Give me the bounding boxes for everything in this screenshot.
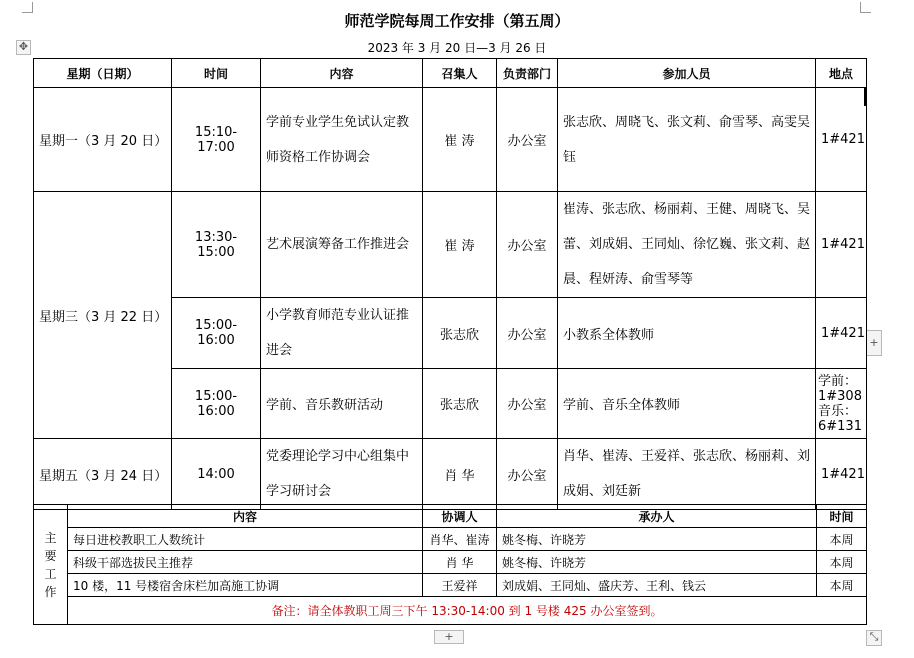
day-cell[interactable]: 星期一（3 月 20 日） <box>34 88 172 192</box>
day-cell[interactable]: 星期五（3 月 24 日） <box>34 439 172 510</box>
header-content: 内容 <box>261 59 423 88</box>
work-header-time: 时间 <box>817 505 867 528</box>
dept-cell[interactable]: 办公室 <box>497 439 558 510</box>
location-cell[interactable]: 1#421 <box>816 192 867 298</box>
convener-cell[interactable]: 崔 涛 <box>423 88 497 192</box>
note-row <box>34 597 867 625</box>
table-row <box>34 551 867 574</box>
add-column-button[interactable]: + <box>866 330 882 356</box>
header-participants: 参加人员 <box>558 59 816 88</box>
work-content-cell[interactable]: 科级干部选拔民主推荐 <box>68 551 423 574</box>
day-cell[interactable]: 星期三（3 月 22 日） <box>34 192 172 439</box>
work-header-content: 内容 <box>68 505 423 528</box>
convener-cell[interactable]: 张志欣 <box>423 298 497 369</box>
work-content-cell[interactable]: 10 楼，11 号楼宿舍床栏加高施工协调 <box>68 574 423 597</box>
table-row <box>34 88 867 192</box>
work-undertaker-cell[interactable]: 刘成娟、王同灿、盛庆芳、王利、钱云 <box>497 574 817 597</box>
header-convener: 召集人 <box>423 59 497 88</box>
main-work-table <box>33 504 867 625</box>
table-resize-handle-icon[interactable]: ⤡ <box>866 630 882 646</box>
participants-cell[interactable]: 肖华、崔涛、王爱祥、张志欣、杨丽莉、刘成娟、刘廷新 <box>558 439 816 510</box>
content-cell[interactable]: 艺术展演筹备工作推进会 <box>261 192 423 298</box>
table-row <box>34 574 867 597</box>
convener-cell[interactable]: 崔 涛 <box>423 192 497 298</box>
time-cell[interactable]: 13:30-15:00 <box>172 192 261 298</box>
location-cell[interactable]: 1#421 <box>816 88 867 192</box>
location-cell[interactable]: 1#421 <box>816 439 867 510</box>
table-row <box>34 192 867 298</box>
work-coordinator-cell[interactable]: 肖 华 <box>423 551 497 574</box>
header-dept: 负责部门 <box>497 59 558 88</box>
corner-mark-top-right <box>860 2 871 13</box>
work-time-cell[interactable]: 本周 <box>817 574 867 597</box>
schedule-table <box>33 58 867 510</box>
time-cell[interactable]: 14:00 <box>172 439 261 510</box>
dept-cell[interactable]: 办公室 <box>497 298 558 369</box>
content-cell[interactable]: 学前专业学生免试认定教师资格工作协调会 <box>261 88 423 192</box>
schedule-header-row <box>34 59 867 88</box>
time-cell[interactable]: 15:00-16:00 <box>172 369 261 439</box>
work-header-undertaker: 承办人 <box>497 505 817 528</box>
location-line: 学前： <box>818 373 858 389</box>
participants-cell[interactable]: 学前、音乐全体教师 <box>558 369 816 439</box>
corner-mark-top-left <box>22 2 33 13</box>
header-date: 星期（日期） <box>34 59 172 88</box>
work-coordinator-cell[interactable]: 王爱祥 <box>423 574 497 597</box>
work-header-coordinator: 协调人 <box>423 505 497 528</box>
work-content-cell[interactable]: 每日进校教职工人数统计 <box>68 528 423 551</box>
convener-cell[interactable]: 肖 华 <box>423 439 497 510</box>
content-cell[interactable]: 学前、音乐教研活动 <box>261 369 423 439</box>
time-cell[interactable]: 15:00-16:00 <box>172 298 261 369</box>
work-time-cell[interactable]: 本周 <box>817 528 867 551</box>
header-location: 地点 <box>816 59 867 88</box>
note-text[interactable]: 备注：请全体教职工周三下午 13:30-14:00 到 1 号楼 425 办公室签到。 <box>68 597 867 625</box>
page-title: 师范学院每周工作安排（第五周） <box>344 12 570 30</box>
header-time: 时间 <box>172 59 261 88</box>
location-line: 1#308 <box>818 388 862 404</box>
table-row <box>34 439 867 510</box>
work-time-cell[interactable]: 本周 <box>817 551 867 574</box>
participants-cell[interactable]: 张志欣、周晓飞、张文莉、俞雪琴、高雯吴钰 <box>558 88 816 192</box>
dept-cell[interactable]: 办公室 <box>497 192 558 298</box>
table-move-handle-icon[interactable]: ✥ <box>16 40 31 55</box>
main-work-header-row <box>34 505 867 528</box>
convener-cell[interactable]: 张志欣 <box>423 369 497 439</box>
location-line: 音乐： <box>818 403 858 419</box>
dept-cell[interactable]: 办公室 <box>497 88 558 192</box>
time-cell[interactable]: 15:10-17:00 <box>172 88 261 192</box>
main-work-label: 主 要 工 作 <box>34 505 68 625</box>
add-row-button[interactable]: + <box>434 630 464 644</box>
date-range: 2023 年 3 月 20 日—3 月 26 日 <box>367 41 547 55</box>
participants-cell[interactable]: 崔涛、张志欣、杨丽莉、王健、周晓飞、吴蕾、刘成娟、王同灿、徐忆巍、张文莉、赵晨、程妍涛、俞雪琴等 <box>558 192 816 298</box>
participants-cell[interactable]: 小教系全体教师 <box>558 298 816 369</box>
location-cell[interactable] <box>816 369 867 439</box>
work-undertaker-cell[interactable]: 姚冬梅、许晓芳 <box>497 528 817 551</box>
location-cell[interactable]: 1#421 <box>816 298 867 369</box>
work-coordinator-cell[interactable]: 肖华、崔涛 <box>423 528 497 551</box>
location-line: 6#131 <box>818 418 862 434</box>
content-cell[interactable]: 党委理论学习中心组集中学习研讨会 <box>261 439 423 510</box>
dept-cell[interactable]: 办公室 <box>497 369 558 439</box>
content-cell[interactable]: 小学教育师范专业认证推进会 <box>261 298 423 369</box>
table-row <box>34 528 867 551</box>
work-undertaker-cell[interactable]: 姚冬梅、许晓芳 <box>497 551 817 574</box>
